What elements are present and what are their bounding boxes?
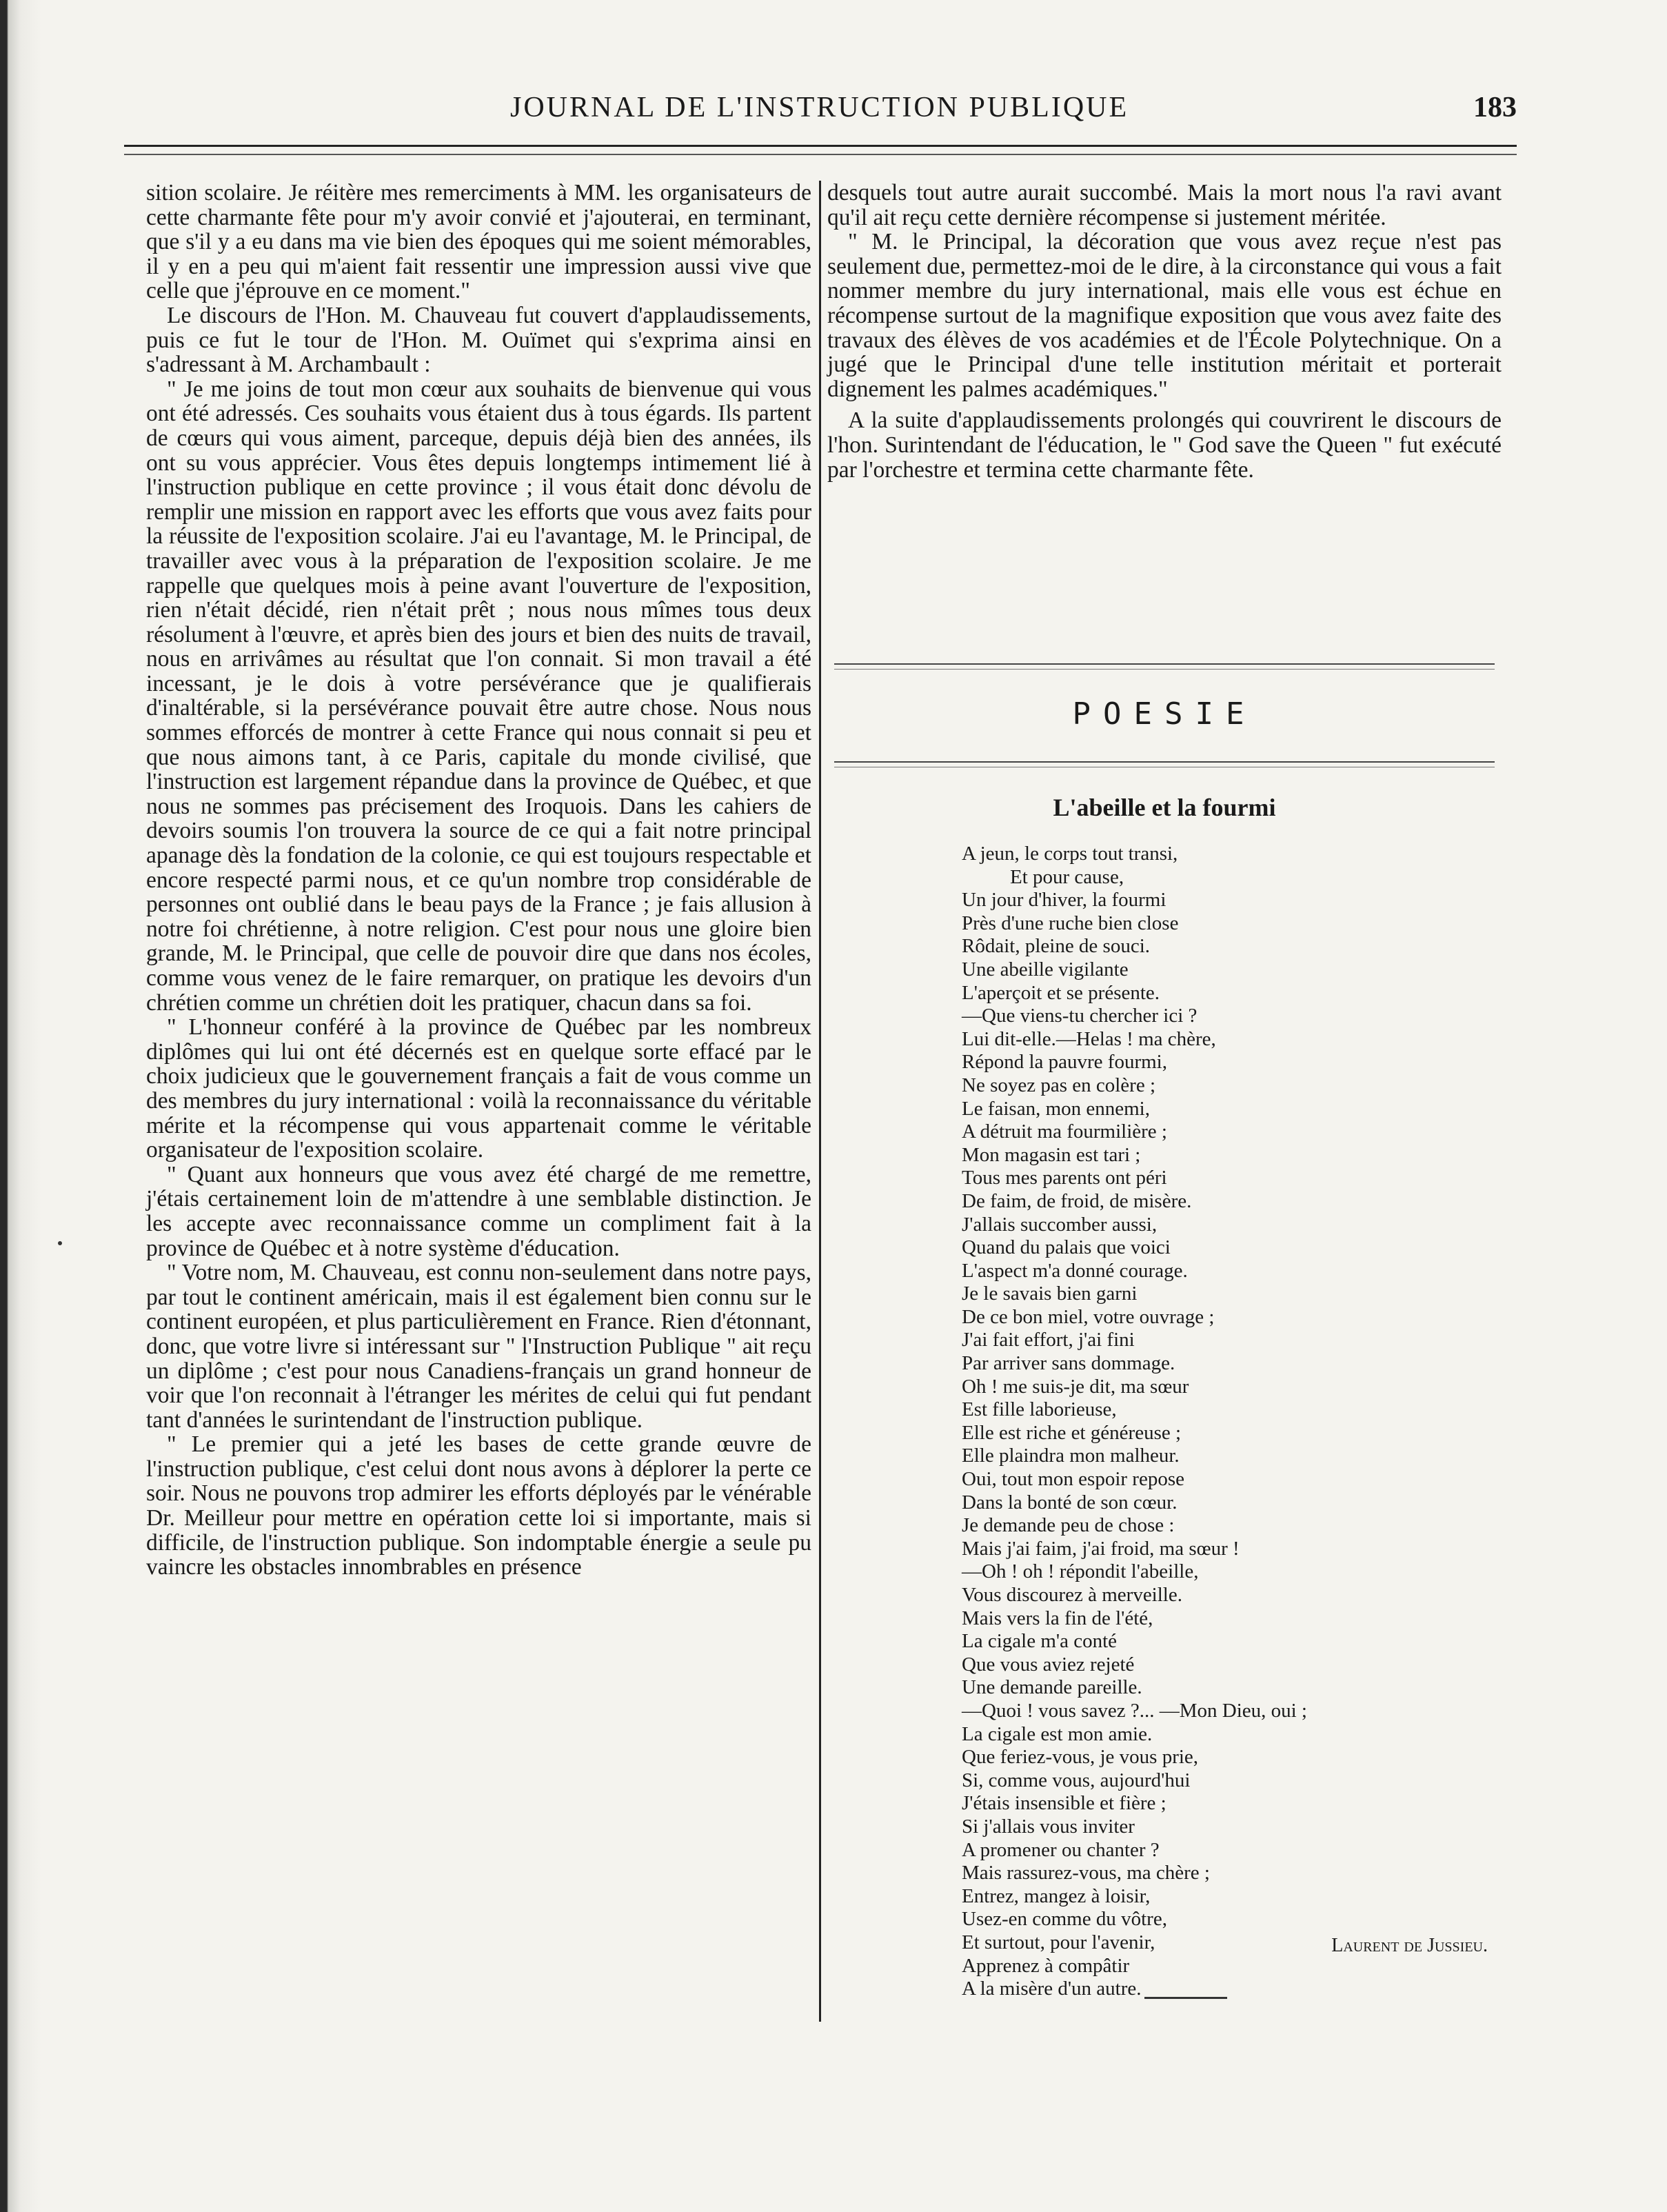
poem-line: Mon magasin est tari ; xyxy=(962,1143,1141,1166)
poem-line: Lui dit-elle.—Helas ! ma chère, xyxy=(962,1027,1216,1050)
poem-line: A jeun, le corps tout transi, xyxy=(962,843,1178,865)
poem xyxy=(962,843,1307,2001)
poem-line: J'étais insensible et fière ; xyxy=(962,1792,1166,1815)
poem-line: Ne soyez pas en colère ; xyxy=(962,1074,1156,1096)
section-rule-top xyxy=(834,663,1495,670)
poem-line: Mais j'ai faim, j'ai froid, ma sœur ! xyxy=(962,1537,1240,1560)
column-divider xyxy=(819,181,821,2022)
poem-line: Vous discourez à merveille. xyxy=(962,1584,1182,1606)
poem-line: Est fille laborieuse, xyxy=(962,1398,1117,1421)
paragraph: " Le premier qui a jeté les bases de cette grande œuvre de l'instruction publique, c'est celui dont nous avons à déplorer la perte ce soir. Nous ne pouvons trop admirer les efforts déployés par le vénérable Dr. Meilleur pour mettre en opération cette loi si importante, mais si difficile, de l'instruction publique. Son indomptable énergie a seule pu vaincre les obstacles innombrables en présence xyxy=(146,1431,811,1580)
paragraph: " Je me joins de tout mon cœur aux souhaits de bienvenue qui vous ont été adressés. Ces souhaits vous étaient dus à tous égards. Ils partent de cœurs qui vous aiment, parceque, depuis déjà bien des années, ils ont su vous apprécier. Vous êtes depuis longtemps intimement lié à l'instruction publique en cette province ; il vous était donc dévolu de remplir une mission en rapport avec les efforts que vous avez faits pour la réussite de l'exposition scolaire. J'ai eu l'avantage, M. le Principal, de travailler avec vous à la préparation de l'exposition scolaire. Je me rappelle que quelques mois à peine avant l'ouverture de l'exposition, rien n'était décidé, rien n'était prêt ; nous nous mîmes tous deux résolument à l'œuvre, et après bien des jours et bien des nuits de travail, nous en arrivâmes au résultat que l'on connait. Si mon travail a été incessant, je le dois à votre persévérance que je qualifierais d'inaltérable, si la persévérance pouvait être autre chose. Nous nous sommes efforcés de montrer à cette France qui nous connait si peu et que nous aimons tant, à ce Paris, capitale du monde civilisé, que l'instruction est largement répandue dans la province de Québec, et que nous ne sommes pas précisement des Iroquois. Dans les cahiers de devoirs soumis l'on trouvera la source de ce qui a fait notre principal apanage dès la fondation de la colonie, ce qui est toujours respectable et encore respecté parmi nous, et ce qu'un nombre trop considérable de personnes ont oublié dans le beau pays de la France ; je fais allusion à notre foi chrétienne, à notre religion. C'est pour nous une gloire bien grande, M. le Principal, que celle de pouvoir dire que dans nos écoles, comme vous venez de le faire remarquer, on pratique les devoirs d'un chrétien comme un chrétien doit les pratiquer, chacun dans sa foi. xyxy=(146,376,811,1016)
section-title: POESIE xyxy=(1072,696,1257,732)
margin-speck xyxy=(58,1241,62,1245)
poem-line: A la misère d'un autre. xyxy=(962,1978,1142,2000)
poem-line: Tous mes parents ont péri xyxy=(962,1167,1167,1189)
poem-line: Mais rassurez-vous, ma chère ; xyxy=(962,1862,1210,1884)
page-number: 183 xyxy=(1473,92,1517,123)
poem-line: Que vous aviez rejeté xyxy=(962,1653,1135,1676)
poem-line: Et pour cause, xyxy=(1010,865,1124,888)
poem-line: La cigale est mon amie. xyxy=(962,1722,1153,1745)
binding-edge xyxy=(0,0,41,2212)
poem-line: De faim, de froid, de misère. xyxy=(962,1189,1192,1212)
poem-line: J'ai fait effort, j'ai fini xyxy=(962,1329,1135,1351)
page-header xyxy=(124,83,1517,138)
paragraph: sition scolaire. Je réitère mes remerciments à MM. les organisateurs de cette charmante fête pour m'y avoir convié et j'ajouterai, en terminant, que s'il y a eu dans ma vie bien des époques qui me soient mémorables, il y en a peu qui m'aient fait ressentir une impression aussi vive que celle que j'éprouve en ce moment." xyxy=(146,180,811,304)
poem-line: L'aperçoit et se présente. xyxy=(962,981,1160,1004)
poem-line: Oui, tout mon espoir repose xyxy=(962,1468,1184,1491)
left-column xyxy=(146,181,811,1580)
poem-line: Quand du palais que voici xyxy=(962,1236,1171,1259)
poem-line: Oh ! me suis-je dit, ma sœur xyxy=(962,1375,1189,1398)
poem-line: —Quoi ! vous savez ?... —Mon Dieu, oui ; xyxy=(962,1699,1307,1722)
poem-line: —Oh ! oh ! répondit l'abeille, xyxy=(962,1560,1199,1583)
poem-line: Un jour d'hiver, la fourmi xyxy=(962,889,1166,912)
poem-line: Par arriver sans dommage. xyxy=(962,1352,1175,1375)
paragraph: Le discours de l'Hon. M. Chauveau fut couvert d'applaudissements, puis ce fut le tour de l'Hon. M. Ouïmet qui s'exprima ainsi en s'adressant à M. Archambault : xyxy=(146,302,811,378)
poem-line: Le faisan, mon ennemi, xyxy=(962,1097,1150,1120)
poem-line: Usez-en comme du vôtre, xyxy=(962,1908,1167,1931)
poem-line: Répond la pauvre fourmi, xyxy=(962,1051,1167,1074)
poem-line: Rôdait, pleine de souci. xyxy=(962,935,1151,958)
section-rule-bottom xyxy=(834,761,1495,767)
poem-line: Près d'une ruche bien close xyxy=(962,912,1179,934)
poem-signature: Laurent de Jussieu. xyxy=(1331,1935,1488,1956)
poem-line: Mais vers la fin de l'été, xyxy=(962,1607,1153,1629)
running-title: JOURNAL DE L'INSTRUCTION PUBLIQUE xyxy=(510,92,1129,123)
poem-line: Une demande pareille. xyxy=(962,1676,1142,1699)
poem-line: Elle est riche et généreuse ; xyxy=(962,1421,1182,1444)
poem-line: A promener ou chanter ? xyxy=(962,1838,1160,1861)
paragraph: A la suite d'applaudissements prolongés qui couvrirent le discours de l'hon. Surintendant de l'éducation, le " God save the Queen " fut exécuté par l'orchestre et termina cette charmante fête. xyxy=(827,408,1502,483)
poem-line: A détruit ma fourmilière ; xyxy=(962,1120,1167,1143)
poem-line: Apprenez à compâtir xyxy=(962,1954,1130,1977)
poem-line: Si, comme vous, aujourd'hui xyxy=(962,1769,1191,1791)
paragraph: " Votre nom, M. Chauveau, est connu non-seulement dans notre pays, par tout le continent américain, mais il est également bien connu sur le continent européen, et plus particulièrement en France. Rien d'étonnant, donc, que votre livre si intéressant sur " l'Instruction Publique " ait reçu un diplôme ; c'est pour nous Canadiens-français un grand honneur de voir que l'on reconnait à l'étranger les mérites de celui qui fut pendant tant d'années le surintendant de l'instruction publique. xyxy=(146,1260,811,1433)
poem-line: J'allais succomber aussi, xyxy=(962,1213,1158,1236)
right-column xyxy=(827,181,1502,482)
poem-line: Je demande peu de chose : xyxy=(962,1514,1175,1537)
paragraph: desquels tout autre aurait succombé. Mais la mort nous l'a ravi avant qu'il ait reçu cette dernière récompense si justement méritée. xyxy=(827,180,1502,230)
header-rule xyxy=(124,145,1517,155)
end-rule xyxy=(1144,1997,1227,1999)
poem-line: Entrez, mangez à loisir, xyxy=(962,1884,1151,1907)
poem-line: Et surtout, pour l'avenir, xyxy=(962,1931,1155,1953)
poem-line: La cigale m'a conté xyxy=(962,1630,1118,1653)
poem-line: L'aspect m'a donné courage. xyxy=(962,1259,1188,1282)
poem-line: De ce bon miel, votre ouvrage ; xyxy=(962,1305,1215,1328)
poem-line: Dans la bonté de son cœur. xyxy=(962,1491,1178,1514)
poem-line: Que feriez-vous, je vous prie, xyxy=(962,1746,1199,1769)
poem-line: Elle plaindra mon malheur. xyxy=(962,1445,1180,1467)
poem-line: Si j'allais vous inviter xyxy=(962,1815,1135,1838)
paragraph: " M. le Principal, la décoration que vous avez reçue n'est pas seulement due, permettez-moi de le dire, à la circonstance qui vous a fait nommer membre du jury international, mais elle vous est échue en récompense surtout de la magnifique exposition que vous avez faite des travaux des élèves de vos académies et de l'École Polytechnique. On a jugé que le Principal d'une telle institution méritait et porterait dignement les palmes académiques." xyxy=(827,229,1502,402)
poem-line: —Que viens-tu chercher ici ? xyxy=(962,1005,1198,1027)
paragraph: " Quant aux honneurs que vous avez été chargé de me remettre, j'étais certainement loin de m'attendre à une semblable distinction. Je les accepte avec reconnaissance comme un compliment fait à la province de Québec et à notre système d'éducation. xyxy=(146,1161,811,1261)
poem-line: Je le savais bien garni xyxy=(962,1283,1138,1305)
paragraph: " L'honneur conféré à la province de Québec par les nombreux diplômes qui lui ont été décernés est en quelque sorte effacé par le choix judicieux que le gouvernement français a fait de vous comme un des membres du jury international : voilà la reconnaissance du véritable mérite et la récompense qui vous appartenait comme le véritable organisateur de l'exposition scolaire. xyxy=(146,1014,811,1163)
poem-line: Une abeille vigilante xyxy=(962,958,1129,981)
poem-title: L'abeille et la fourmi xyxy=(1053,794,1276,821)
